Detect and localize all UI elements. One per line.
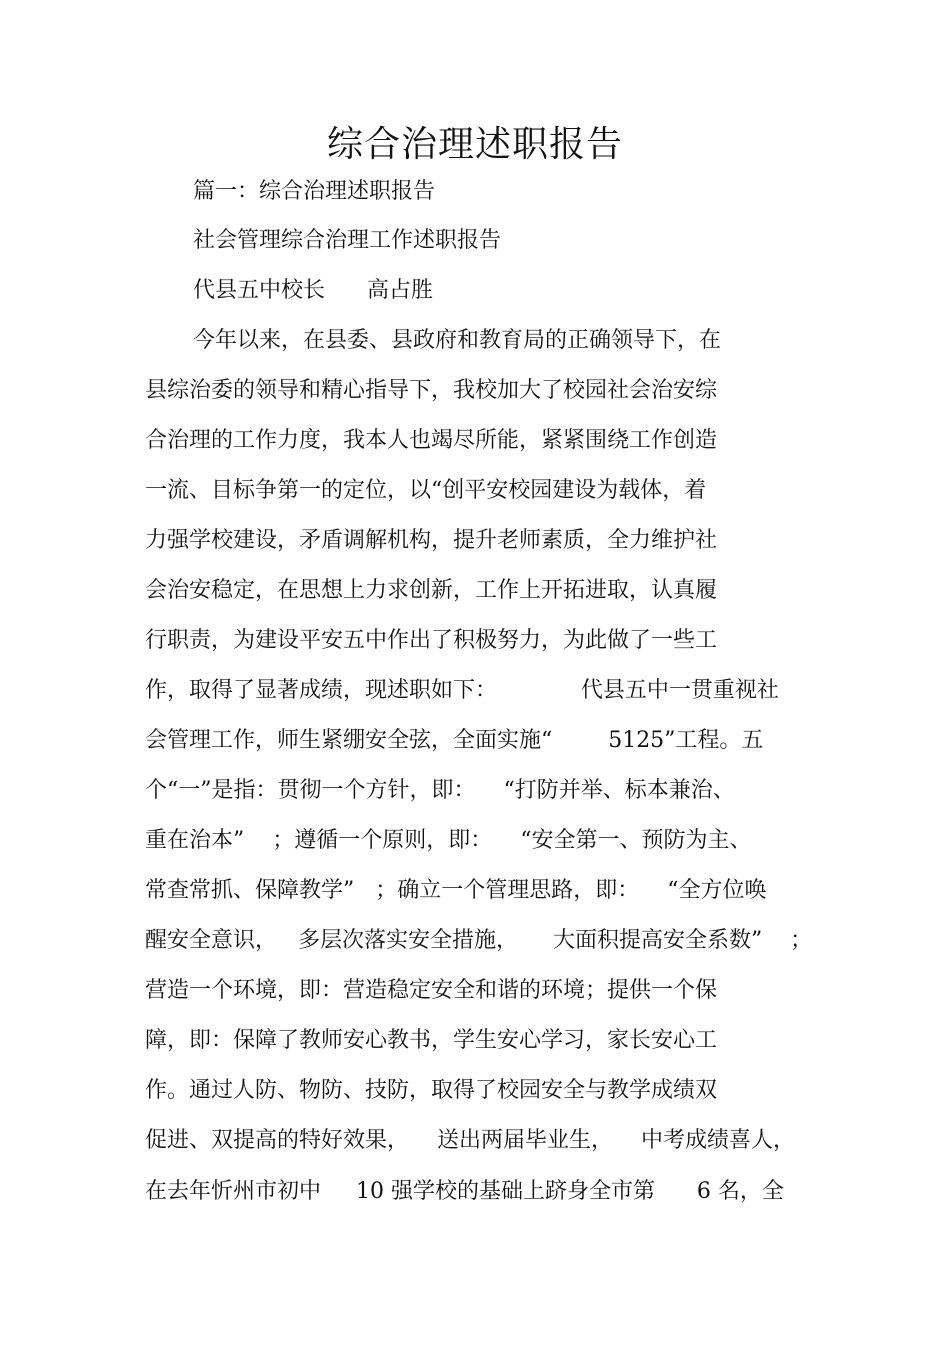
text-line: 行职责，为建设平安五中作出了积极努力，为此做了一些工 (145, 628, 718, 653)
text-line: 合治理的工作力度，我本人也竭尽所能，紧紧围绕工作创造 (145, 428, 718, 453)
text-line: 醒安全意识， 多层次落实安全措施， 大面积提高安全系数” ； (145, 928, 813, 953)
text-line: 代县五中校长 高占胜 (193, 278, 433, 303)
text-line: 一流、目标争第一的定位，以“创平安校园建设为载体，着 (145, 478, 707, 503)
text-line: 今年以来，在县委、县政府和教育局的正确领导下，在 (193, 328, 722, 353)
text-line: 作，取得了显著成绩，现述职如下： 代县五中一贯重视社 (145, 678, 779, 703)
text-line: 营造一个环境，即：营造稳定安全和谐的环境；提供一个保 (145, 978, 718, 1003)
text-line: 促进、双提高的特好效果， 送出两届毕业生， 中考成绩喜人， (145, 1128, 795, 1153)
text-line: 县综治委的领导和精心指导下，我校加大了校园社会治安综 (145, 378, 718, 403)
text-line: 障，即：保障了教师安心教书，学生安心学习，家长安心工 (145, 1028, 718, 1053)
text-line: 篇一：综合治理述职报告 (193, 179, 436, 204)
text-line: 力强学校建设，矛盾调解机构，提升老师素质，全力维护社 (145, 528, 718, 553)
text-line: 个“一”是指：贯彻一个方针，即： “打防并举、标本兼治、 (145, 778, 735, 803)
text-line: 在去年忻州市初中 10 强学校的基础上跻身全市第 6 名，全 (145, 1179, 784, 1204)
text-line: 作。通过人防、物防、技防，取得了校园安全与教学成绩双 (145, 1078, 718, 1103)
text-line: 会治安稳定，在思想上力求创新，工作上开拓进取，认真履 (145, 578, 718, 603)
text-line: 社会管理综合治理工作述职报告 (193, 228, 502, 253)
text-line: 常查常抓、保障教学” ；确立一个管理思路，即： “全方位唤 (145, 878, 767, 903)
text-line: 重在治本” ；遵循一个原则，即： “安全第一、预防为主、 (145, 828, 752, 853)
document-title: 综合治理述职报告 (326, 124, 623, 165)
text-line: 会管理工作，师生紧绷安全弦，全面实施“ 5125”工程。五 (145, 728, 764, 753)
